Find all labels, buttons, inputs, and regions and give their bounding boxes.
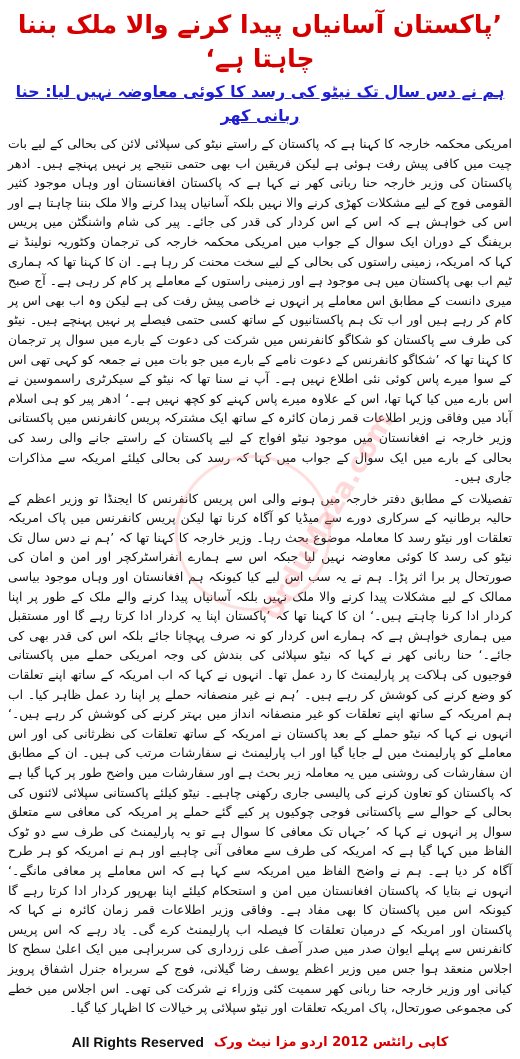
article-paragraph-2: تفصیلات کے مطابق دفتر خارجہ میں ہونے والی اس پریس کانفرنس کا ایجنڈا تو وزیر اعظم کے حالیہ برطانیہ کے سرکاری دورے سے میڈیا کو آگاہ کرنا تھا لیکن پریس کانفرنس میں پاک امریکہ تعلقات اور نیٹو رسد کا معاملہ موضوع بحث رہا۔ وزیر خارجہ کا کہنا تھا کہ ’ہم نے دس سال تک نیٹو کی رسد کا کوئی معاوضہ نہیں لیا جبکہ اس سے ہمارے انفراسٹرکچر اور امن و امان کی صورتحال پر برا اثر پڑا۔ ہم نے یہ سب اس لیے کیا کیونکہ ہم افغانستان اور وہاں موجود بیاسی ممالک کے لیے مشکلات پیدا کرنے والا ملک نہیں بلکہ آسانیاں پیدا کرنے والے ملک کے طور پر اپنا کردار ادا کرنا چاہتے ہیں۔‘ ان کا کہنا تھا کہ ’پاکستان اپنا یہ کردار ادا کرتا رہے گا اور مستقبل میں ہماری خواہش ہے کہ ہمارے اس کردار کو نہ صرف پہچانا جائے بلکہ اس کی قدر بھی کی جائے۔‘ حنا ربانی کھر نے کہا کہ نیٹو سپلائی کی بندش کی وجہ امریکی حملے میں پاکستانی فوجیوں کی ہلاکت پر پارلیمنٹ کا رد عمل تھا۔ انہوں نے کہا کہ اب امریکہ کے ساتھ اپنے تعلقات کو وضع کرنے کی کوشش کر رہے ہیں۔ ’ہم نے غیر منصفانہ حملے پر اپنا رد عمل ظاہر کیا۔ اب ہم امریکہ کے ساتھ اپنے تعلقات کو غیر منصفانہ انداز میں بہتر کرنے کی کوشش کر رہے ہیں۔‘ انہوں نے کہا کہ نیٹو حملے کے بعد پاکستان نے امریکہ کے ساتھ تعلقات کی نظرثانی کی اور اس معاملے کو پارلیمنٹ میں لے جایا گیا اور اب پارلیمنٹ نے سفارشات مرتب کی ہیں۔ ان کے مطابق ان سفارشات کی روشنی میں یہ معاملہ زیر بحث ہے اور سفارشات میں واضح طور پر کہا گیا ہے کہ پاکستان کو تعاون کرنے کی پالیسی جاری رکھنی چاہیے۔ نیٹو کیلئے پاکستانی سپلائی لائنوں کی بحالی کے حوالے سے پاکستانی فوجی چوکیوں پر کیے گئے حملے پر امریکہ کی معافی سے متعلق سوال پر انہوں نے کہا کہ ’جہاں تک معافی کا سوال ہے تو یہ پارلیمنٹ کی طرف سے دو ٹوک الفاظ میں کہا گیا ہے کہ امریکہ کی طرف سے معافی آنی چاہیے اور ہم نے امریکہ کو ہر طرح آگاہ کر دیا ہے۔ ہم نے واضح الفاظ میں امریکہ سے کہا ہے کہ اس معاملے پر معافی مانگے۔‘ انہوں نے بتایا کہ پاکستان افغانستان میں امن و استحکام کیلئے اپنا بھرپور کردار ادا کرتا رہے گا کیونکہ اس میں پاکستان کا بھی مفاد ہے۔ وفاقی وزیر اطلاعات قمر زمان کائرہ نے کہا کہ پاکستان اور امریکہ کے درمیان تعلقات کا فیصلہ اب پارلیمنٹ کرے گی۔ یاد رہے کہ اس پریس کانفرنس سے پہلے ایوان صدر میں صدر آصف علی زرداری کی سربراہی میں ایک اعلیٰ سطح کا اجلاس منعقد ہوا جس میں وزیر اعظم یوسف رضا گیلانی، فوج کے سربراہ جنرل اشفاق پرویز کیانی اور وزیر خارجہ حنا ربانی کھر سمیت کئی وزراء نے شرکت کی تھی۔ اس اجلاس میں خطے کی مجموعی صورتحال، پاک امریکہ تعلقات اور نیٹو سپلائی پر خیالات کا اظہار کیا گیا۔	[8, 490, 512, 1016]
article-paragraph-1: امریکی محکمہ خارجہ کا کہنا ہے کہ پاکستان کے راستے نیٹو کی سپلائی لائن کی بحالی کے لیے بات چیت میں کافی پیش رفت ہوئی ہے لیکن فریقین اب بھی حتمی نتیجے پر نہیں پہنچے ہیں۔ ادھر پاکستان کی وزیر خارجہ حنا ربانی کھر نے کہا ہے کہ پاکستان افغانستان اور وہاں موجود کثیر القومی فوج کے لیے مشکلات کھڑی کرنے والا نہیں بلکہ آسانیاں پیدا کرنے والا ملک بننا چاہتا ہے اور اس کی خواہش ہے کہ اس کے اس کردار کی قدر کی جائے۔ پیر کی شام واشنگٹن میں پریس بریفنگ کے دوران ایک سوال کے جواب میں امریکی محکمہ خارجہ کی ترجمان وکٹوریہ نولینڈ نے کہا کہ امریکہ، زمینی راستوں کی بحالی کے لیے سخت محنت کر رہا ہے۔ ان کا کہنا تھا کہ ہماری ٹیم اب بھی پاکستان میں ہی موجود ہے اور زمینی راستوں کے معاملے پر کام کر رہی ہے۔ آج صبح میری دانست کے مطابق اس معاملے پر انہوں نے خاصی پیش رفت کی ہے لیکن وہ اب بھی اس پر کام کر رہے ہیں اور اب تک ہم پاکستانیوں کے ساتھ کسی حتمی فیصلے پر نہیں پہنچے ہیں۔ نیٹو کی طرف سے پاکستان کو شکاگو کانفرنس میں شرکت کی دعوت کے بارے میں سوال پر ترجمان کا کہنا تھا کہ ’شکاگو کانفرنس کے دعوت نامے کے بارے میں جو بات میں نے جمعہ کو کہی تھی اس کے سوا میرے پاس کوئی نئی اطلاع نہیں ہے۔ آپ نے سنا تھا کہ نیٹو کے سیکرٹری راسموسین نے اس بارے میں کیا کہا تھا، اس کے علاوہ میرے پاس کہنے کو کچھ نہیں ہے۔‘ ادھر پیر کو ہی اسلام آباد میں وفاقی وزیر اطلاعات قمر زمان کائرہ کے ساتھ ایک مشترکہ پریس کانفرنس میں پاکستانی وزیر خارجہ نے افغانستان میں موجود نیٹو افواج کے لیے پاکستان کے راستے جانے والی رسد کی بحالی کے بارے میں ایک سوال کے جواب میں کہا کہ رسد کی بحالی کیلئے امریکہ سے مذاکرات جاری ہیں۔	[8, 136, 512, 485]
footer	[8, 1030, 512, 1054]
article-body	[8, 134, 512, 1018]
watermark-text: UrduMaza.com	[254, 406, 400, 627]
article-subheadline: ہم نے دس سال تک نیٹو کی رسد کا کوئی معاوضہ نہیں لیا: حنا ربانی کھر	[15, 82, 505, 125]
footer-copyright-en: All Rights Reserved	[71, 1034, 204, 1050]
footer-copyright-urdu: کاپی رائٹس 2012 اردو مزا نیٹ ورک	[213, 1034, 449, 1050]
article-headline: ’پاکستان آسانیاں پیدا کرنے والا ملک بننا چاہتا ہے‘	[17, 10, 503, 73]
